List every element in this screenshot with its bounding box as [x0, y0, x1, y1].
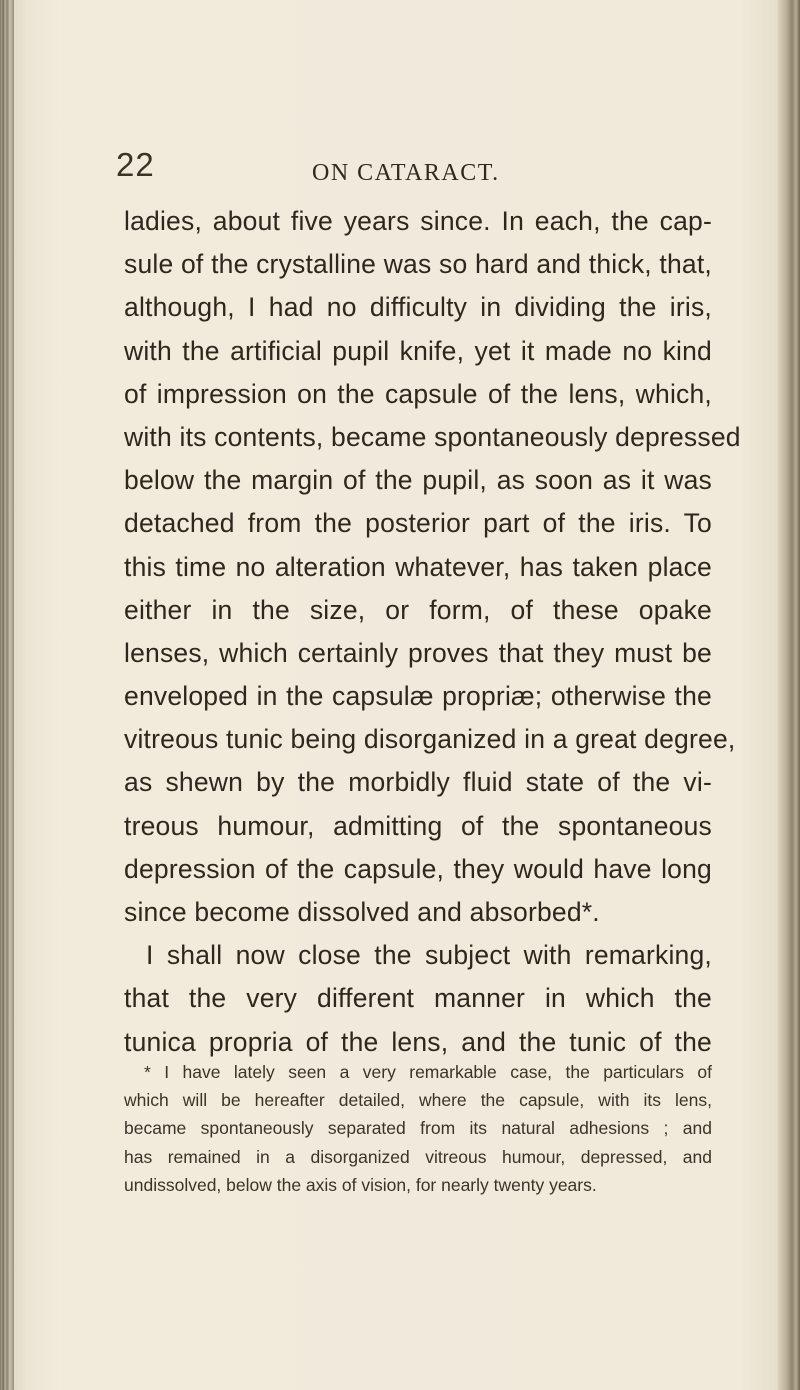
- text-line: I shall now close the subject with remarking,: [146, 940, 712, 971]
- book-binding-edge: [0, 0, 14, 1390]
- text-line: since become dissolved and absorbed*.: [124, 897, 600, 927]
- running-head: ON CATARACT.: [312, 160, 500, 186]
- text-line: either in the size, or form, of these opake: [124, 594, 712, 625]
- text-line: sule of the crystalline was so hard and thick, that,: [124, 249, 712, 280]
- text-line: depression of the capsule, they would have long: [124, 853, 712, 884]
- footnote-line: which will be hereafter detailed, where the capsule, with its lens,: [124, 1090, 712, 1111]
- text-line: with its contents, became spontaneously depressed: [124, 421, 741, 452]
- page-number: 22: [116, 146, 155, 183]
- footnote-line: * I have lately seen a very remarkable case, the particulars of: [144, 1062, 712, 1082]
- text-line: this time no alteration whatever, has taken place: [124, 551, 712, 582]
- text-line: of impression on the capsule of the lens, which,: [124, 378, 712, 409]
- body-text: [124, 200, 741, 1064]
- text-line: as shewn by the morbidly fluid state of the vi-: [124, 767, 712, 798]
- footnote: [124, 1058, 712, 1199]
- footnote-line: undissolved, below the axis of vision, for nearly twenty years.: [124, 1174, 597, 1195]
- page-edge-right: [778, 0, 800, 1390]
- text-line: ladies, about five years since. In each, the cap-: [124, 206, 712, 236]
- text-line: below the margin of the pupil, as soon as it was: [124, 465, 712, 496]
- text-line: treous humour, admitting of the spontaneous: [124, 810, 712, 841]
- text-line: enveloped in the capsulæ propriæ; otherwise the: [124, 681, 712, 712]
- text-line: although, I had no difficulty in dividing the iris,: [124, 292, 712, 323]
- footnote-line: became spontaneously separated from its natural adhesions ; and: [124, 1118, 712, 1139]
- text-line: vitreous tunic being disorganized in a great degree,: [124, 724, 736, 755]
- text-line: that the very different manner in which the: [124, 983, 712, 1014]
- text-line: with the artificial pupil knife, yet it made no kind: [124, 335, 712, 366]
- text-line: tunica propria of the lens, and the tunic of the: [124, 1026, 712, 1057]
- text-line: detached from the posterior part of the iris. To: [124, 508, 712, 539]
- text-line: lenses, which certainly proves that they must be: [124, 637, 712, 668]
- footnote-line: has remained in a disorganized vitreous humour, depressed, and: [124, 1146, 712, 1167]
